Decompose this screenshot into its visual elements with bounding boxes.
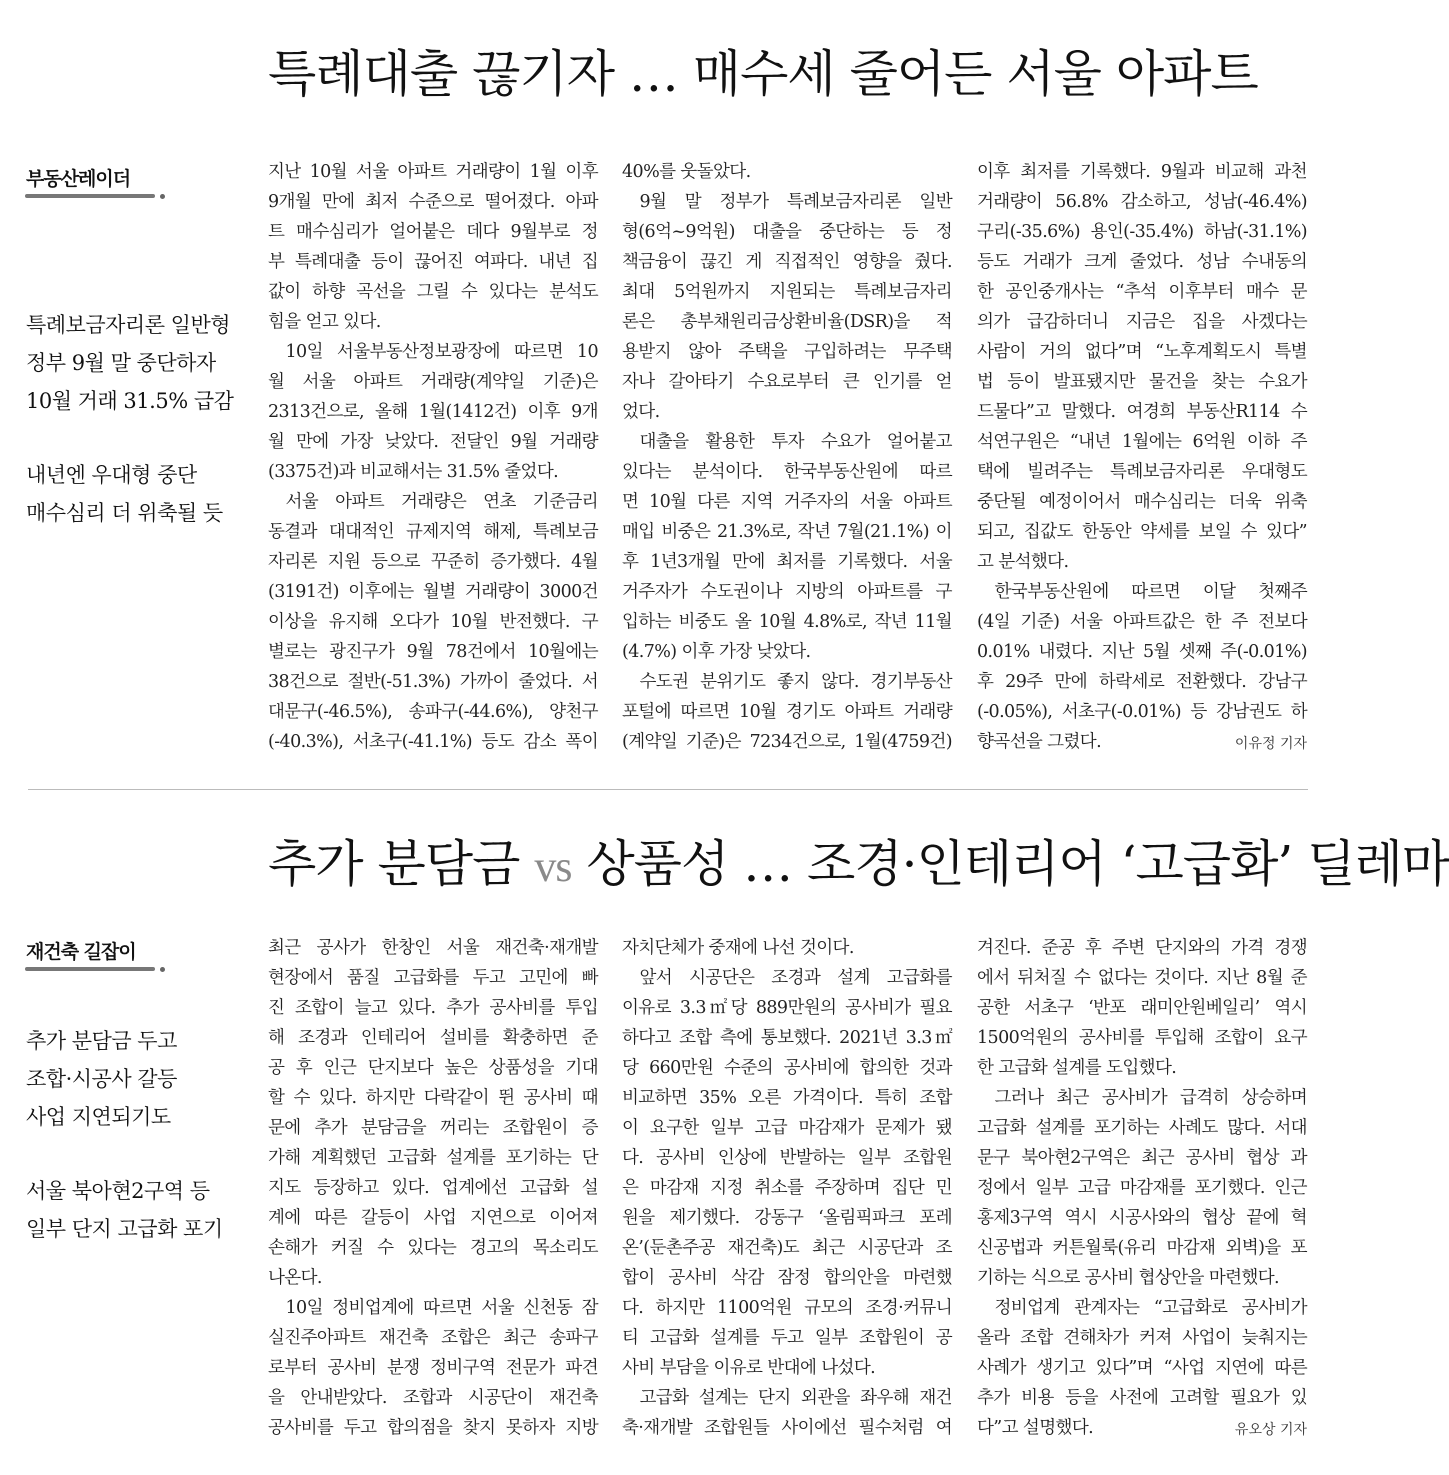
text-line: 진 조합이 늘고 있다. 추가 공사비를 투입 [268, 998, 598, 1018]
text-line: 하다고 조합 측에 통보했다. 2021년 3.3㎡ [622, 1028, 952, 1048]
text-line: 구리(-35.6%) 용인(-35.4%) 하남(-31.1%) [977, 222, 1307, 242]
section-tag: 부동산레이더 [26, 168, 131, 190]
text-line: 이유로 3.3㎡당 889만원의 공사비가 필요 [622, 998, 952, 1018]
text-line: 대출을 활용한 투자 수요가 얼어붙고 [639, 432, 952, 452]
article-2-column-2 [622, 933, 952, 1443]
text-line: 부 특례대출 등이 끊어진 여파다. 내년 집 [268, 252, 598, 272]
text-line: 형(6억~9억원) 대출을 중단하는 등 정 [622, 222, 952, 242]
text-line: 택에 빌려주는 특례보금자리론 우대형도 [977, 462, 1307, 482]
text-line: 후 1년3개월 만에 최저를 기록했다. 서울 [622, 552, 952, 572]
text-line: 자치단체가 중재에 나선 것이다. [622, 938, 854, 958]
text-line: 한국부동산원에 따르면 이달 첫째주 [994, 582, 1307, 602]
text-line: 실진주아파트 재건축 조합은 최근 송파구 [268, 1328, 598, 1348]
text-line: 이 요구한 일부 고급 마감재가 문제가 됐 [622, 1118, 952, 1138]
text-line: 신공법과 커튼월룩(유리 마감재 외벽)을 포 [977, 1238, 1307, 1258]
text-line: 다. 하지만 1100억원 규모의 조경·커뮤니 [622, 1298, 952, 1318]
text-line: 별로는 광진구가 9월 78건에서 10월에는 [268, 642, 598, 662]
subhead-line: 일부 단지 고급화 포기 [26, 1217, 223, 1241]
text-line: 할 수 있다. 하지만 다락같이 뛴 공사비 때 [268, 1088, 598, 1108]
text-line: 고급화 설계를 포기하는 사례도 많다. 서대 [977, 1118, 1307, 1138]
subhead-line: 내년엔 우대형 중단 [26, 463, 197, 487]
article-1-headline: 특례대출 끊기자 … 매수세 줄어든 서울 아파트 [268, 45, 1258, 103]
subhead-line: 사업 지연되기도 [26, 1105, 171, 1129]
text-line: 중단될 예정이어서 매수심리는 더욱 위축 [977, 492, 1307, 512]
text-line: 에서 뒤처질 수 없다는 것이다. 지난 8월 준 [977, 968, 1307, 988]
text-line: 힘을 얻고 있다. [268, 312, 381, 332]
text-line: 트 매수심리가 얼어붙은 데다 9월부로 정 [268, 222, 598, 242]
text-line: (-40.3%), 서초구(-41.1%) 등도 감소 폭이 [268, 732, 598, 752]
tag-underline [25, 194, 155, 198]
text-line: 법 등이 발표됐지만 물건을 찾는 수요가 [977, 372, 1307, 392]
text-line: 겨진다. 준공 후 주변 단지와의 가격 경쟁 [977, 938, 1307, 958]
text-line: 문에 추가 분담금을 꺼리는 조합원이 증 [268, 1118, 598, 1138]
text-line: 용받지 않아 주택을 구입하려는 무주택 [622, 342, 952, 362]
text-line: (계약일 기준)은 7234건으로, 1월(4759건) [622, 732, 952, 752]
text-line: 은 마감재 지정 취소를 주장하며 집단 민 [622, 1178, 952, 1198]
text-line: 10일 정비업계에 따르면 서울 신천동 잠 [285, 1298, 598, 1318]
text-line: 수도권 분위기도 좋지 않다. 경기부동산 [639, 672, 952, 692]
text-line: 거주자가 수도권이나 지방의 아파트를 구 [622, 582, 952, 602]
article-2-byline: 유오상 기자 [1234, 1422, 1307, 1438]
headline-part-a: 추가 분담금 [268, 835, 520, 893]
text-line: 공한 서초구 ‘반포 래미안원베일리’ 역시 [977, 998, 1307, 1018]
text-line: 정에서 일부 고급 마감재를 포기했다. 인근 [977, 1178, 1307, 1198]
article-2-subheads [26, 1022, 223, 1248]
text-line: 10일 서울부동산정보광장에 따르면 10 [285, 342, 598, 362]
text-line: 계에 따른 갈등이 사업 지연으로 이어져 [268, 1208, 598, 1228]
subhead-line: 서울 북아현2구역 등 [26, 1179, 210, 1203]
text-line: 입하는 비중도 올 10월 4.8%로, 작년 11월 [622, 612, 952, 632]
text-line: 사비 부담을 이유로 반대에 나섰다. [622, 1358, 876, 1378]
text-line: 향곡선을 그렸다. [977, 732, 1102, 752]
article-1-column-2 [622, 157, 952, 757]
text-line: 티 고급화 설계를 두고 일부 조합원이 공 [622, 1328, 952, 1348]
article-1-byline: 이유정 기자 [1234, 736, 1307, 752]
text-line: 9개월 만에 최저 수준으로 떨어졌다. 아파 [268, 192, 598, 212]
text-line: 사람이 거의 없다”며 “노후계획도시 특별 [977, 342, 1307, 362]
headline-vs: vs [534, 842, 572, 891]
section-tag: 재건축 길잡이 [26, 941, 136, 963]
tag-dot [160, 967, 165, 972]
text-line: 월 서울 아파트 거래량(계약일 기준)은 [268, 372, 598, 392]
subhead-line: 10월 거래 31.5% 급감 [26, 389, 234, 413]
text-line: 2313건으로, 올해 1월(1412건) 이후 9개 [268, 402, 598, 422]
text-line: 이상을 유지해 오다가 10월 반전했다. 구 [268, 612, 598, 632]
text-line: (-0.05%), 서초구(-0.01%) 등 강남권도 하 [977, 702, 1307, 722]
text-line: 고급화 설계는 단지 외관을 좌우해 재건 [639, 1388, 952, 1408]
text-line: 자리론 지원 등으로 꾸준히 증가했다. 4월 [268, 552, 598, 572]
text-line: (4.7%) 이후 가장 낮았다. [622, 642, 811, 662]
text-line: 손해가 커질 수 있다는 경고의 목소리도 [268, 1238, 598, 1258]
text-line: 가해 계획했던 고급화 설계를 포기하는 단 [268, 1148, 598, 1168]
text-line: 38건으로 절반(-51.3%) 가까이 줄었다. 서 [268, 672, 598, 692]
text-line: 었다. [622, 402, 660, 422]
text-line: 석연구원은 “내년 1월에는 6억원 이하 주 [977, 432, 1307, 452]
text-line: 비교하면 35% 오른 가격이다. 특히 조합 [622, 1088, 952, 1108]
text-line: 해 조경과 인테리어 설비를 확충하면 준 [268, 1028, 598, 1048]
text-line: 정비업계 관계자는 “고급화로 공사비가 [994, 1298, 1307, 1318]
text-line: 앞서 시공단은 조경과 설계 고급화를 [639, 968, 952, 988]
text-line: 1500억원의 공사비를 투입해 조합이 요구 [977, 1028, 1307, 1048]
text-line: 서울 아파트 거래량은 연초 기준금리 [285, 492, 598, 512]
article-1-column-3 [977, 157, 1307, 757]
text-line: 지도 등장하고 있다. 업계에선 고급화 설 [268, 1178, 598, 1198]
text-line: 월 만에 가장 낮았다. 전달인 9월 거래량 [268, 432, 598, 452]
text-line: 문구 북아현2구역은 최근 공사비 협상 과 [977, 1148, 1307, 1168]
article-2-column-3 [977, 933, 1307, 1443]
section-divider [28, 789, 1308, 790]
text-line: 그러나 최근 공사비가 급격히 상승하며 [994, 1088, 1307, 1108]
article-1-subheads [26, 306, 233, 532]
text-line: (4일 기준) 서울 아파트값은 한 주 전보다 [977, 612, 1307, 632]
tag-dot [160, 194, 165, 199]
text-line: 포털에 따르면 10월 경기도 아파트 거래량 [622, 702, 952, 722]
text-line: 거래량이 56.8% 감소하고, 성남(-46.4%) [977, 192, 1307, 212]
text-line: 0.01% 내렸다. 지난 5월 셋째 주(-0.01%) [977, 642, 1307, 662]
text-line: 최대 5억원까지 지원되는 특례보금자리 [622, 282, 952, 302]
text-line: 추가 비용 등을 사전에 고려할 필요가 있 [977, 1388, 1307, 1408]
text-line: 면 10월 다른 지역 거주자의 서울 아파트 [622, 492, 952, 512]
subhead-line: 정부 9월 말 중단하자 [26, 351, 216, 375]
text-line: 을 안내받았다. 조합과 시공단이 재건축 [268, 1388, 598, 1408]
text-line: 축·재개발 조합원들 사이에선 필수처럼 여 [622, 1418, 952, 1438]
article-2-headline [268, 834, 1449, 897]
text-line: 원을 제기했다. 강동구 ‘올림픽파크 포레 [622, 1208, 952, 1228]
text-line: 로부터 공사비 분쟁 정비구역 전문가 파견 [268, 1358, 598, 1378]
text-line: 후 29주 만에 하락세로 전환했다. 강남구 [977, 672, 1307, 692]
text-line: 되고, 집값도 한동안 약세를 보일 수 있다” [977, 522, 1307, 542]
text-line: 한 공인중개사는 “추석 이후부터 매수 문 [977, 282, 1307, 302]
subhead-line: 추가 분담금 두고 [26, 1029, 177, 1053]
text-line: 값이 하향 곡선을 그릴 수 있다는 분석도 [268, 282, 598, 302]
text-line: 40%를 웃돌았다. [622, 162, 751, 182]
tag-underline [25, 967, 155, 971]
text-line: (3191건) 이후에는 월별 거래량이 3000건 [268, 582, 598, 602]
text-line: 대문구(-46.5%), 송파구(-44.6%), 양천구 [268, 702, 598, 722]
text-line: (3375건)과 비교해서는 31.5% 줄었다. [268, 462, 559, 482]
text-line: 책금융이 끊긴 게 직접적인 영향을 줬다. [622, 252, 952, 272]
text-line: 의가 급감하더니 지금은 집을 사겠다는 [977, 312, 1307, 332]
text-line: 공사비를 두고 합의점을 찾지 못하자 지방 [268, 1418, 598, 1438]
text-line: 있다는 분석이다. 한국부동산원에 따르 [622, 462, 952, 482]
text-line: 론은 총부채원리금상환비율(DSR)을 적 [622, 312, 952, 332]
text-line: 매입 비중은 21.3%로, 작년 7월(21.1%) 이 [622, 522, 952, 542]
text-line: 동결과 대대적인 규제지역 해제, 특례보금 [268, 522, 598, 542]
text-line: 9월 말 정부가 특례보금자리론 일반 [639, 192, 952, 212]
text-line: 홍제3구역 역시 시공사와의 협상 끝에 혁 [977, 1208, 1307, 1228]
text-line: 합이 공사비 삭감 잠정 합의안을 마련했 [622, 1268, 952, 1288]
headline-part-b: 상품성 … 조경·인테리어 ‘고급화’ 딜레마 [586, 835, 1449, 893]
subhead-line: 조합·시공사 갈등 [26, 1067, 177, 1091]
text-line: 현장에서 품질 고급화를 두고 고민에 빠 [268, 968, 598, 988]
text-line: 나온다. [268, 1268, 322, 1288]
text-line: 당 660만원 수준의 공사비에 합의한 것과 [622, 1058, 952, 1078]
text-line: 기하는 식으로 공사비 협상안을 마련했다. [977, 1268, 1279, 1288]
text-line: 최근 공사가 한창인 서울 재건축·재개발 [268, 938, 598, 958]
text-line: 올라 조합 견해차가 커져 사업이 늦춰지는 [977, 1328, 1307, 1348]
text-line: 고 분석했다. [977, 552, 1069, 572]
text-line: 지난 10월 서울 아파트 거래량이 1월 이후 [268, 162, 598, 182]
article-1-column-1 [268, 157, 598, 757]
text-line: 다”고 설명했다. [977, 1418, 1094, 1438]
text-line: 드물다”고 말했다. 여경희 부동산R114 수 [977, 402, 1307, 422]
text-line: 등도 거래가 크게 줄었다. 성남 수내동의 [977, 252, 1307, 272]
subhead-line: 특례보금자리론 일반형 [26, 313, 231, 337]
article-2-column-1 [268, 933, 598, 1443]
text-line: 사례가 생기고 있다”며 “사업 지연에 따른 [977, 1358, 1307, 1378]
subhead-line: 매수심리 더 위축될 듯 [26, 501, 223, 525]
text-line: 자나 갈아타기 수요로부터 큰 인기를 얻 [622, 372, 952, 392]
text-line: 한 고급화 설계를 도입했다. [977, 1058, 1177, 1078]
text-line: 온’(둔촌주공 재건축)도 최근 시공단과 조 [622, 1238, 952, 1258]
text-line: 이후 최저를 기록했다. 9월과 비교해 과천 [977, 162, 1307, 182]
text-line: 다. 공사비 인상에 반발하는 일부 조합원 [622, 1148, 952, 1168]
text-line: 공 후 인근 단지보다 높은 상품성을 기대 [268, 1058, 598, 1078]
